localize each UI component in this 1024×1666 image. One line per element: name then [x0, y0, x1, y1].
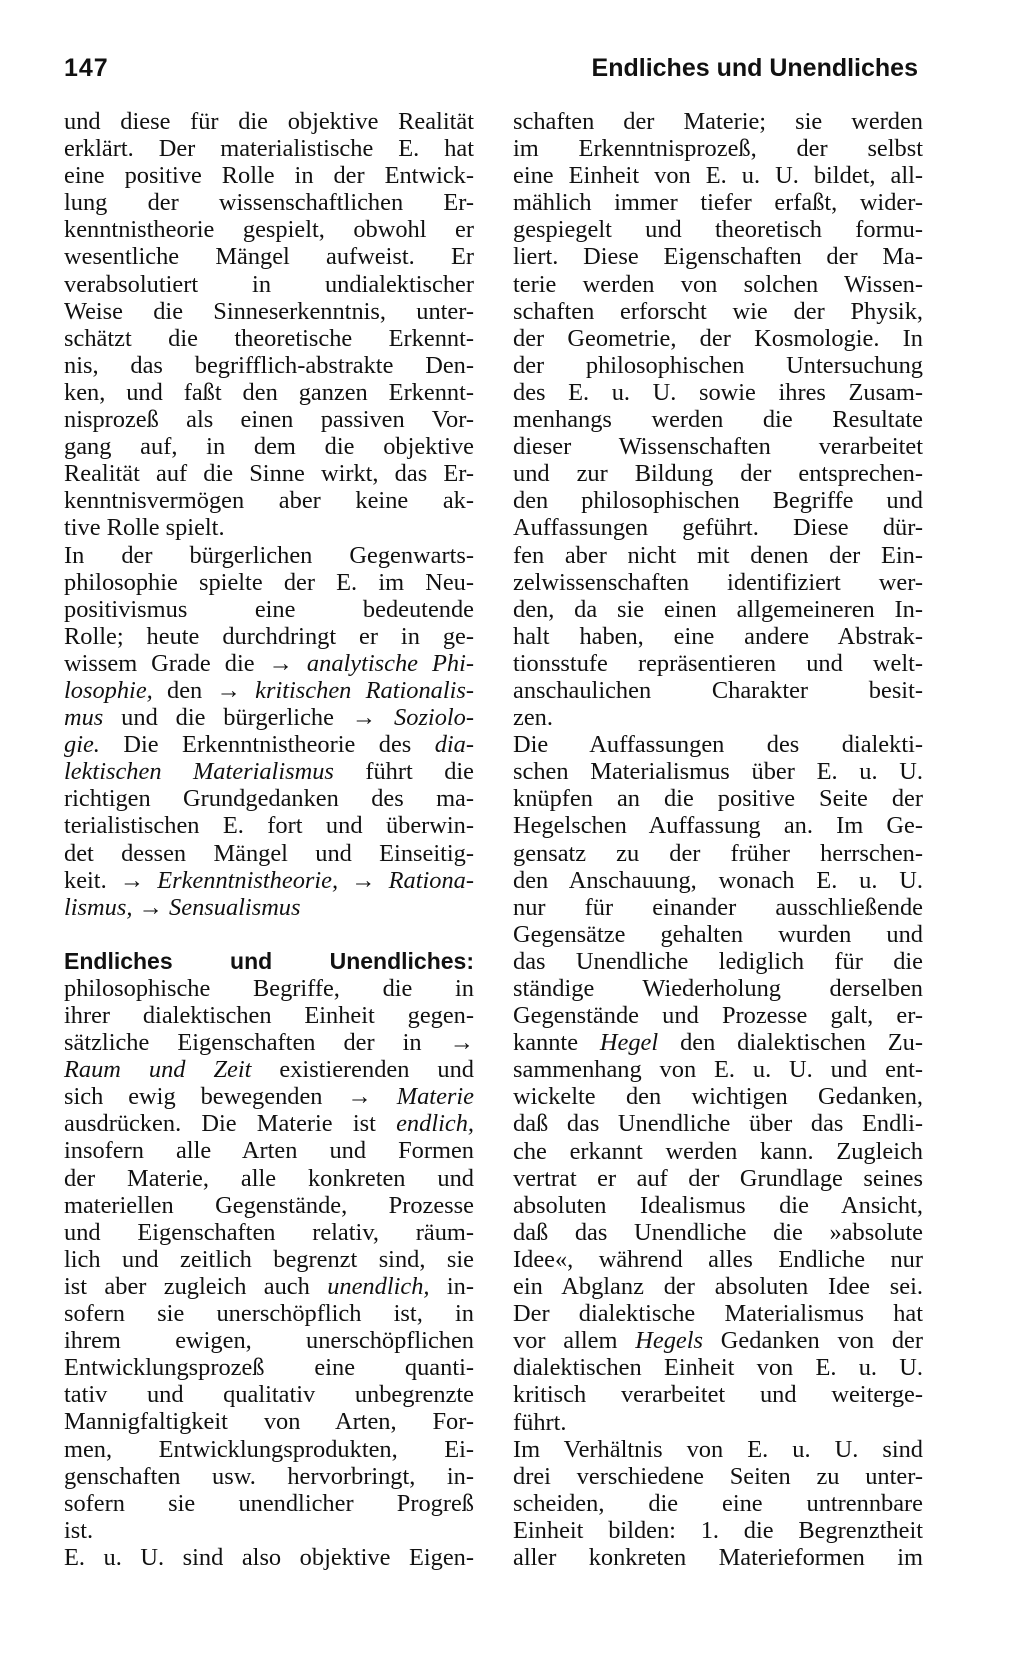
text-line: E. u. U. sind also objektive Eigen- — [64, 1543, 474, 1571]
text-line: philosophie spielte der E. im Neu- — [64, 568, 474, 596]
text-run: den → — [152, 676, 256, 704]
text-line: men, Entwicklungsprodukten, Ei- — [64, 1435, 474, 1463]
text-line: zen. — [513, 704, 553, 732]
text-line: erklärt. Der materialistische E. hat — [64, 135, 474, 163]
text-line: Die Auffassungen des dialekti- — [513, 731, 923, 759]
italic-term: Rationa- — [388, 866, 474, 894]
text-line: drei verschiedene Seiten zu unter- — [513, 1462, 923, 1490]
text-line — [513, 1327, 923, 1354]
text-line: materiellen Gegenstände, Prozesse — [64, 1191, 474, 1219]
text-line: Realität auf die Sinne wirkt, das Er- — [64, 460, 474, 488]
text-line: Im Verhältnis von E. u. U. sind — [513, 1435, 923, 1463]
text-run: führt die — [333, 758, 474, 786]
running-title: Endliches und Unendliches — [591, 54, 918, 82]
text-line: lung der wissenschaftlichen Er- — [64, 189, 474, 217]
text-line: eine Einheit von E. u. U. bildet, all- — [513, 162, 923, 190]
text-line: lich und zeitlich begrenzt sind, sie — [64, 1245, 474, 1273]
text-line: ständige Wiederholung derselben — [513, 975, 923, 1002]
italic-term: analytische Phi- — [306, 649, 474, 677]
italic-term: lismus, — [64, 893, 133, 921]
text-run: → — [338, 866, 389, 894]
text-run: → — [132, 893, 170, 921]
text-line: liert. Diese Eigenschaften der Ma- — [513, 243, 923, 271]
text-line: Weise die Sinneserkenntnis, unter- — [64, 297, 474, 325]
italic-term: Hegel — [599, 1029, 659, 1057]
text-line: fen aber nicht mit denen der Ein- — [513, 541, 923, 569]
text-line — [64, 894, 474, 921]
text-line: daß das Unendliche über das Endli- — [513, 1110, 923, 1138]
text-line: der philosophischen Untersuchung — [513, 351, 923, 379]
text-line: gensatz zu der früher herrschen- — [513, 839, 923, 867]
text-line — [64, 731, 474, 758]
text-line: und zur Bildung der entsprechen- — [513, 460, 923, 488]
text-line: sammenhang von E. u. U. und ent- — [513, 1056, 923, 1084]
text-line: che erkannt werden kann. Zugleich — [513, 1137, 923, 1165]
text-line: richtigen Grundgedanken des ma- — [64, 785, 474, 813]
text-line: den Anschauung, wonach E. u. U. — [513, 866, 923, 894]
text-line: gespiegelt und theoretisch formu- — [513, 216, 923, 244]
text-line: tive Rolle spielt. — [64, 514, 225, 542]
text-line: schaften erforscht wie der Physik, — [513, 297, 923, 325]
text-run: vor allem — [513, 1327, 636, 1355]
text-line: halt haben, eine andere Abstrak- — [513, 622, 923, 650]
italic-term: endlich, — [396, 1110, 474, 1138]
text-run: ausdrücken. Die Materie ist — [64, 1110, 397, 1138]
text-line — [513, 1029, 923, 1056]
text-line: ihrem ewigen, unerschöpflichen — [64, 1327, 474, 1355]
text-line: ihrer dialektischen Einheit gegen- — [64, 1002, 474, 1029]
italic-term: Raum und Zeit — [64, 1056, 252, 1084]
text-line: genschaften usw. hervorbringt, in- — [64, 1462, 474, 1490]
text-line: schätzt die theoretische Erkennt- — [64, 324, 474, 352]
text-line: absoluten Idealismus die Ansicht, — [513, 1191, 923, 1219]
text-line: nisprozeß als einen passiven Vor- — [64, 406, 474, 434]
text-line: kenntnistheorie gespielt, obwohl er — [64, 216, 474, 244]
text-line: wesentliche Mängel aufweist. Er — [64, 243, 474, 271]
italic-term: unendlich, — [327, 1272, 430, 1300]
text-line: schen Materialismus über E. u. U. — [513, 758, 923, 786]
text-line — [64, 948, 474, 975]
text-line: mählich immer tiefer erfaßt, wider- — [513, 189, 923, 217]
text-line: im Erkenntnisprozeß, der selbst — [513, 135, 923, 163]
text-run: in- — [429, 1272, 474, 1300]
text-run: ist aber zugleich auch — [64, 1272, 328, 1300]
text-line: schaften der Materie; sie werden — [513, 108, 923, 135]
text-line: zelwissenschaften identifiziert wer- — [513, 568, 923, 596]
text-line: und Eigenschaften relativ, räum- — [64, 1218, 474, 1246]
page-number: 147 — [64, 54, 109, 82]
text-line — [64, 1083, 474, 1110]
text-line: det dessen Mängel und Einseitig- — [64, 839, 474, 867]
text-line: verabsolutiert in undialektischer — [64, 270, 474, 298]
text-run: den dialektischen Zu- — [658, 1029, 923, 1057]
italic-term: dia- — [434, 731, 474, 759]
text-line: dieser Wissenschaften verarbeitet — [513, 433, 923, 461]
text-line: In der bürgerlichen Gegenwarts- — [64, 541, 474, 569]
text-line: sätzliche Eigenschaften der in → — [64, 1029, 474, 1057]
text-line: den philosophischen Begriffe und — [513, 487, 923, 515]
text-line: scheiden, die eine untrennbare — [513, 1489, 923, 1517]
text-line: Hegelschen Auffassung an. Im Ge- — [513, 812, 923, 840]
text-line — [64, 758, 474, 785]
italic-term: mus — [64, 704, 104, 732]
text-line: Auffassungen geführt. Diese dür- — [513, 514, 923, 542]
text-line: tativ und qualitativ unbegrenzte — [64, 1381, 474, 1409]
text-line: knüpfen an die positive Seite der — [513, 785, 923, 813]
text-line: das Unendliche lediglich für die — [513, 947, 923, 975]
italic-term: Sensualismus — [169, 893, 301, 921]
text-line: insofern alle Arten und Formen — [64, 1137, 474, 1165]
text-line: Mannigfaltigkeit von Arten, For- — [64, 1408, 474, 1436]
text-run: existierenden und — [251, 1056, 474, 1084]
text-line: ken, und faßt den ganzen Erkennt- — [64, 378, 474, 406]
text-line: menhangs werden die Resultate — [513, 406, 923, 434]
text-line — [64, 650, 474, 677]
text-run: kannte — [513, 1029, 600, 1057]
text-line: führt. — [513, 1408, 567, 1436]
text-line — [64, 867, 474, 894]
text-line: anschaulichen Charakter besit- — [513, 676, 923, 704]
text-line: eine positive Rolle in der Entwick- — [64, 162, 474, 190]
text-line — [64, 677, 474, 704]
text-line: Idee«, während alles Endliche nur — [513, 1245, 923, 1273]
text-line: Gegensätze gehalten wurden und — [513, 920, 923, 948]
italic-term: Hegels — [635, 1327, 704, 1355]
text-line: kenntnisvermögen aber keine ak- — [64, 487, 474, 515]
text-line: Entwicklungsprozeß eine quanti- — [64, 1354, 474, 1382]
left-text-column — [64, 108, 474, 1571]
text-line: sofern sie unendlicher Progreß — [64, 1489, 474, 1517]
text-line — [64, 704, 474, 731]
italic-term: gie. — [64, 731, 100, 759]
text-line: terie werden von solchen Wissen- — [513, 270, 923, 298]
text-line: nis, das begrifflich-abstrakte Den- — [64, 351, 474, 379]
text-line: des E. u. U. sowie ihres Zusam- — [513, 378, 923, 406]
text-line: Der dialektische Materialismus hat — [513, 1300, 923, 1328]
text-line: daß das Unendliche die »absolute — [513, 1218, 923, 1246]
text-line — [64, 1110, 474, 1137]
text-line: Gegenstände und Prozesse galt, er- — [513, 1002, 923, 1030]
text-line: der Materie, alle konkreten und — [64, 1164, 474, 1192]
text-line: aller konkreten Materieformen im — [513, 1543, 923, 1571]
text-line: ein Abglanz der absoluten Idee sei. — [513, 1273, 923, 1301]
text-run: Gedanken von der — [703, 1327, 923, 1355]
text-line: ist. — [64, 1516, 94, 1544]
text-line: wickelte den wichtigen Gedanken, — [513, 1083, 923, 1111]
italic-term: kritischen Rationalis- — [255, 676, 474, 704]
text-line: der Geometrie, der Kosmologie. In — [513, 324, 923, 352]
text-run: sich ewig bewegenden → — [64, 1083, 397, 1111]
text-line: und diese für die objektive Realität — [64, 108, 474, 135]
text-line: philosophische Begriffe, die in — [64, 974, 474, 1002]
italic-term: lektischen Materialismus — [64, 758, 334, 786]
text-run: keit. → — [64, 866, 158, 894]
text-line: kritisch verarbeitet und weiterge- — [513, 1381, 923, 1409]
italic-term: losophie, — [64, 676, 153, 704]
text-line: vertrat er auf der Grundlage seines — [513, 1164, 923, 1192]
text-line: terialistischen E. fort und überwin- — [64, 812, 474, 840]
text-line: nur für einander ausschließende — [513, 893, 923, 921]
italic-term: Erkenntnistheorie, — [157, 866, 339, 894]
text-run: wissem Grade die → — [64, 649, 307, 677]
entry-headword: Endliches und Unendliches: — [64, 947, 474, 974]
text-run: und die bürgerliche → — [103, 704, 395, 732]
text-line: sofern sie unerschöpflich ist, in — [64, 1300, 474, 1328]
text-line: positivismus eine bedeutende — [64, 595, 474, 623]
text-line: gang auf, in dem die objektive — [64, 433, 474, 461]
italic-term: Soziolo- — [394, 704, 474, 732]
italic-term: Materie — [396, 1083, 474, 1111]
text-line: Einheit bilden: 1. die Begrenztheit — [513, 1516, 923, 1544]
right-text-column — [513, 108, 923, 1571]
text-run: Die Erkenntnistheorie des — [99, 731, 435, 759]
text-line — [64, 1056, 474, 1083]
text-line: tionsstufe repräsentieren und welt- — [513, 649, 923, 677]
text-line: dialektischen Einheit von E. u. U. — [513, 1354, 923, 1382]
text-line: Rolle; heute durchdringt er in ge- — [64, 622, 474, 650]
paragraph-gap — [64, 921, 474, 948]
text-line — [64, 1273, 474, 1300]
text-line: den, da sie einen allgemeineren In- — [513, 595, 923, 623]
